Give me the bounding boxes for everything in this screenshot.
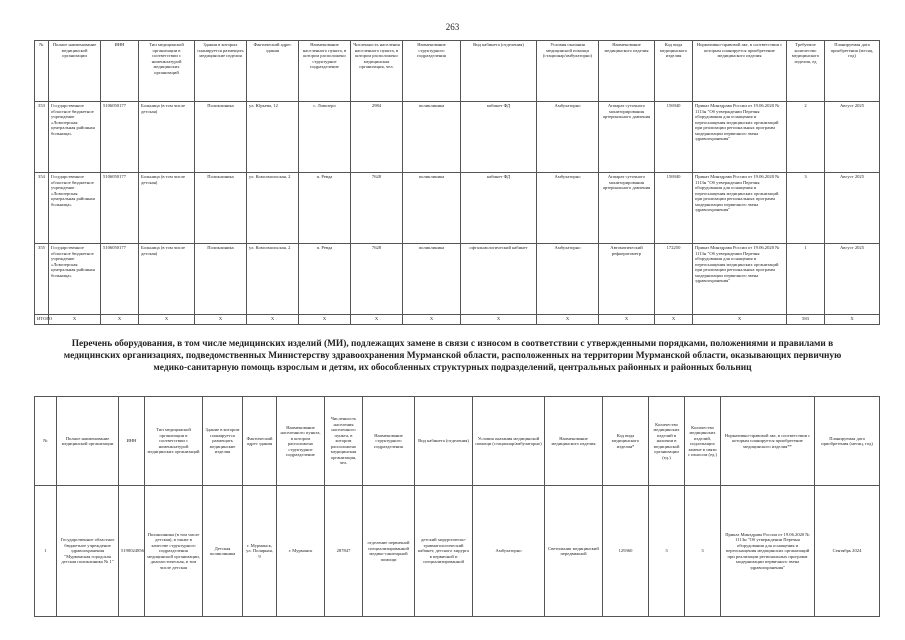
column-header: Планируемая дата приобретения (месяц, год) — [815, 397, 880, 486]
total-cell: X — [461, 315, 537, 325]
total-cell: X — [655, 315, 693, 325]
column-header: № — [35, 41, 49, 102]
column-header: Количество медицинских изделий в наличии в медицинской организации (ед.) — [649, 397, 685, 486]
table-cell: Аппарат суточного мониторирования артериального давления — [599, 173, 655, 244]
equipment-table-1 — [34, 40, 880, 325]
table-cell: 7628 — [351, 173, 403, 244]
table-header-row — [35, 41, 880, 102]
table-cell: Август 2025 — [825, 102, 880, 173]
table-cell: 2 — [787, 102, 825, 173]
total-cell: 583 — [787, 315, 825, 325]
column-header: Планируемая дата приобретения (месяц, год) — [825, 41, 880, 102]
total-cell: X — [49, 315, 101, 325]
column-header: Наименование населенного пункта, в котором расположено структурное подразделение — [299, 41, 351, 102]
table-cell: отделение первичной специализированной медико-санитарной помощи — [363, 486, 415, 617]
table-cell: с. Ловозеро — [299, 102, 351, 173]
total-cell: X — [351, 315, 403, 325]
table-cell: Поликлиника (в том числе детская), в также в качестве структурного подразделения медицинской организации, диагностическая, в том числе детская — [145, 486, 203, 617]
total-cell: ИТОГО — [35, 315, 49, 325]
column-header: Нормативно-правовой акт, в соответствии с которым планируется приобретение медицинского изделия** — [721, 397, 815, 486]
table-cell: Амбулаторно — [537, 244, 599, 315]
table-cell: Приказ Минздрава России от 19.06.2020 № 1113н "Об утверждении Перечня оборудования для оснащения и переоснащения медицинских организаций при реализации региональных программ модернизации первичного звена здравоохранения" — [693, 244, 787, 315]
total-cell: X — [139, 315, 195, 325]
table-cell: офтальмологический кабинет — [461, 244, 537, 315]
column-header: Требуемое количество медицинского изделия, ед — [787, 41, 825, 102]
table-cell: кабинет ФД — [461, 102, 537, 173]
column-header: Количество медицинских изделий, подлежащих замене в связи с износом (ед.) — [685, 397, 721, 486]
table-cell: Амбулаторно — [537, 173, 599, 244]
column-header: Фактический адрес здания — [247, 41, 299, 102]
table-cell: Приказ Минздрава России от 19.06.2020 № 1113н "Об утверждении Перечня оборудования для оснащения и переоснащения медицинских организаций при реализации региональных программ модернизации первичного звена здравоохранения" — [693, 102, 787, 173]
table-cell: 156940 — [655, 102, 693, 173]
table-cell: г. Мурманск — [277, 486, 325, 617]
equipment-table-2 — [34, 396, 880, 617]
column-header: Численность населения населенного пункта, в котором расположено медицинская организация, чел. — [351, 41, 403, 102]
table-cell: 5106050177 — [101, 102, 139, 173]
table-cell: Амбулаторно — [473, 486, 545, 617]
column-header: Наименование населенного пункта, в котором расположено структурное подразделение — [277, 397, 325, 486]
column-header: Здание в котором планируется размещать медицинские изделия — [203, 397, 243, 486]
table-cell: 5106050177 — [101, 173, 139, 244]
table-cell: поликлиника — [403, 173, 461, 244]
table-cell: Детская поликлиника — [203, 486, 243, 617]
column-header: Нормативно-правовой акт, в соответствии с которым планируется приобретение медицинского изделия — [693, 41, 787, 102]
table-cell: 1 — [787, 244, 825, 315]
total-cell: X — [101, 315, 139, 325]
column-header: Условия оказания медицинской помощи (стационар/амбулаторно) — [473, 397, 545, 486]
table-row — [35, 173, 880, 244]
column-header: Наименование структурного подразделения — [403, 41, 461, 102]
table-cell: 129360 — [603, 486, 649, 617]
table-cell: 5106050177 — [101, 244, 139, 315]
table-cell: Приказ Минздрава России от 19.06.2020 № 1113н "Об утверждении Перечня оборудования для оснащения и переоснащения медицинских организаций при реализации региональных программ модернизации первичного звена здравоохранения" — [721, 486, 815, 617]
table-cell: Поликлиника — [195, 173, 247, 244]
table-cell: 2984 — [351, 102, 403, 173]
table-cell: Государственное областное бюджетное учреждение «Ловозерская центральная районная больница» — [49, 244, 101, 315]
table-cell: Государственное областное бюджетное учреждение здравоохранения "Мурманская городская детская поликлиника № 1" — [57, 486, 119, 617]
total-row — [35, 315, 880, 325]
column-header: Наименование медицинского изделия — [599, 41, 655, 102]
table-cell: поликлиника — [403, 244, 461, 315]
column-header: Код вида медицинского изделия* — [603, 397, 649, 486]
page-number: 263 — [445, 22, 460, 32]
table-cell: Поликлиника — [195, 244, 247, 315]
total-cell: X — [825, 315, 880, 325]
table-cell: ул. Юрьева, 12 — [247, 102, 299, 173]
table-cell: Больница (в том числе детская) — [139, 173, 195, 244]
table-row — [35, 244, 880, 315]
table-cell: Амбулаторно — [537, 102, 599, 173]
table-cell: Светильник медицинский передвижной — [545, 486, 603, 617]
table-header-row — [35, 397, 880, 486]
table-cell: 172250 — [655, 244, 693, 315]
total-cell: X — [299, 315, 351, 325]
table-cell: г. Мурманск, ул. Полярная, 9 — [243, 486, 277, 617]
table-row — [35, 102, 880, 173]
total-cell: X — [537, 315, 599, 325]
table-cell: 156940 — [655, 173, 693, 244]
total-cell: X — [599, 315, 655, 325]
table-cell: поликлиника — [403, 102, 461, 173]
table-cell: ул. Комсомольская, 2 — [247, 173, 299, 244]
table-cell: Государственное областное бюджетное учреждение «Ловозерская центральная районная больница» — [49, 173, 101, 244]
table-cell: Больница (в том числе детская) — [139, 244, 195, 315]
table-cell: Государственное областное бюджетное учреждение «Ловозерская центральная районная больница» — [49, 102, 101, 173]
table-cell: 353 — [35, 102, 49, 173]
column-header: Код вида медицинского изделия — [655, 41, 693, 102]
table-cell: 354 — [35, 173, 49, 244]
table-cell: 5190024856 — [119, 486, 145, 617]
table-cell: Август 2025 — [825, 244, 880, 315]
table-cell: п. Ревда — [299, 244, 351, 315]
table-cell: п. Ревда — [299, 173, 351, 244]
table-cell: 1 — [35, 486, 57, 617]
column-header: ИНН — [119, 397, 145, 486]
table-cell: 287847 — [325, 486, 363, 617]
column-header: Тип медицинской организации в соответствии с номенклатурой медицинских организаций — [139, 41, 195, 102]
total-cell: X — [247, 315, 299, 325]
table-cell: кабинет ФД — [461, 173, 537, 244]
column-header: Условия оказания медицинской помощи (стационар/амбулаторно) — [537, 41, 599, 102]
column-header: Численность населения населенного пункта, в котором расположено медицинская организация, чел. — [325, 397, 363, 486]
table-cell: ул. Комсомольская, 2 — [247, 244, 299, 315]
column-header: Полное наименование медицинской организации — [57, 397, 119, 486]
section-title: Перечень оборудования, в том числе медицинских изделий (МИ), подлежащих замене в связи с износом в соответствии с утвержденными порядками, положениями и правилами в медицинских организациях, подведомственных Министерству здравоохранения Мурманской области, расположенных на территории Мурманской области, оказывающих первичную медико-санитарную помощь взрослым и детям, их обособленных структурных подразделений, центральных районных и районных больниц — [63, 339, 842, 374]
column-header: Наименование медицинского изделия — [545, 397, 603, 486]
table-cell: 355 — [35, 244, 49, 315]
table-cell: Приказ Минздрава России от 19.06.2020 № 1113н "Об утверждении Перечня оборудования для оснащения и переоснащения медицинских организаций при реализации региональных программ модернизации первичного звена здравоохранения" — [693, 173, 787, 244]
table-cell: 3 — [649, 486, 685, 617]
table-cell: Август 2025 — [825, 173, 880, 244]
column-header: Наименование структурного подразделения — [363, 397, 415, 486]
table-cell: Больница (в том числе детская) — [139, 102, 195, 173]
table-cell: Поликлиника — [195, 102, 247, 173]
total-cell: X — [195, 315, 247, 325]
table-row — [35, 486, 880, 617]
table-cell: Сентябрь 2024 — [815, 486, 880, 617]
column-header: Здания в которых планируется размещать медицинские изделия — [195, 41, 247, 102]
table-cell: 3 — [787, 173, 825, 244]
total-cell: X — [403, 315, 461, 325]
column-header: Полное наименование медицинской организации — [49, 41, 101, 102]
column-header: № — [35, 397, 57, 486]
table-cell: детский хирургическо-травматологический кабинет, детского хирурга в первичной и специализированной — [415, 486, 473, 617]
column-header: Вид кабинета (отделения) — [415, 397, 473, 486]
table-cell: Аппарат суточного мониторирования артериального давления — [599, 102, 655, 173]
table-cell: 3 — [685, 486, 721, 617]
column-header: Вид кабинета (отделения) — [461, 41, 537, 102]
total-cell: X — [693, 315, 787, 325]
column-header: ИНН — [101, 41, 139, 102]
table-cell: 7628 — [351, 244, 403, 315]
column-header: Фактический адрес здания — [243, 397, 277, 486]
column-header: Тип медицинской организации в соответствии с номенклатурой медицинских организаций — [145, 397, 203, 486]
table-cell: Автоматический рефкератометр — [599, 244, 655, 315]
